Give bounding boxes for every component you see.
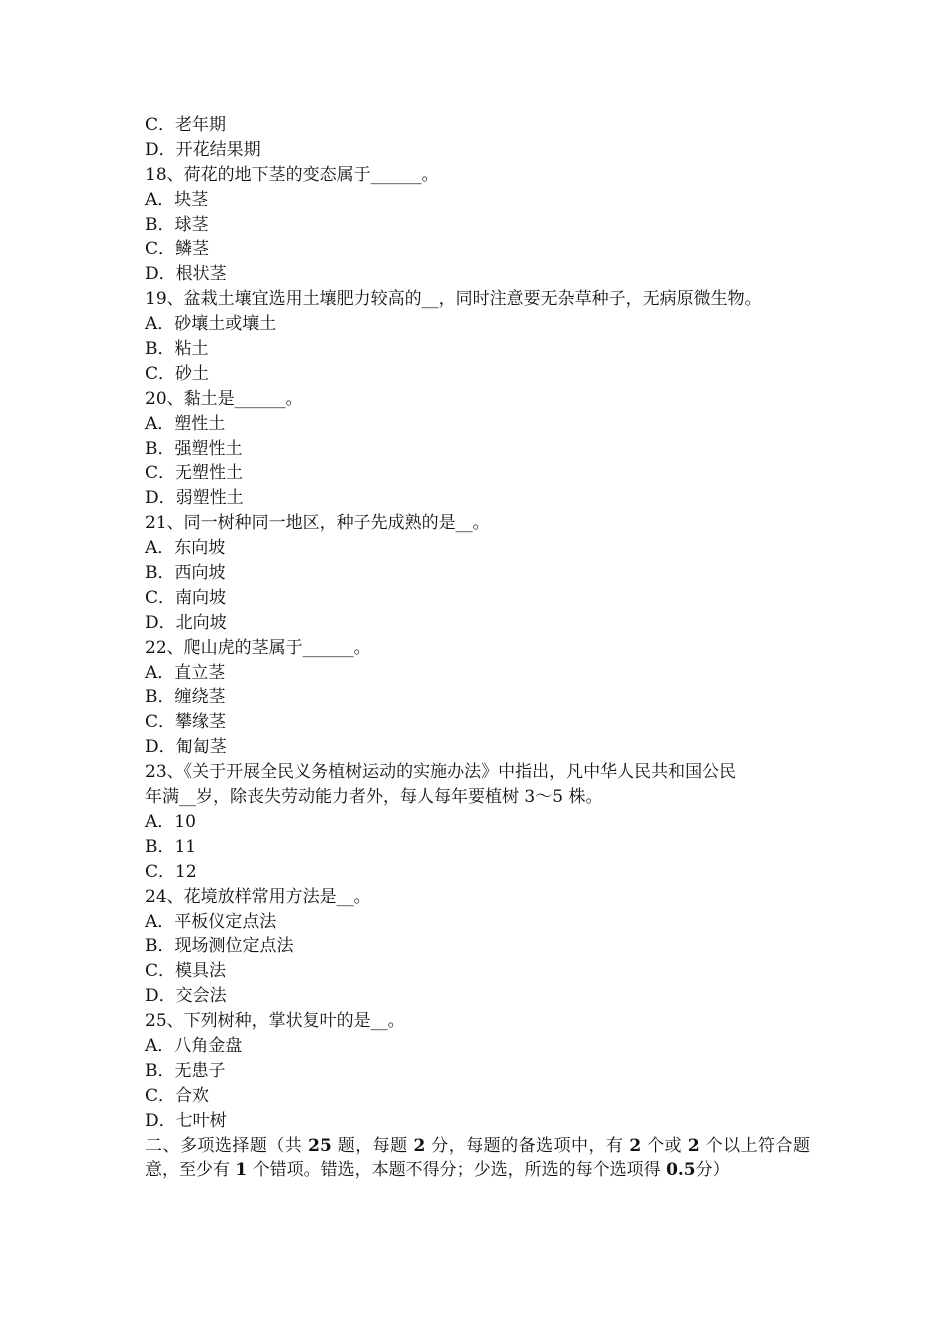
option-line: C．鳞茎 (145, 239, 210, 260)
option-line: D．北向坡 (145, 612, 227, 633)
option-line: A．八角金盘 (145, 1035, 243, 1056)
option-line: D．交会法 (145, 986, 227, 1007)
option-line: D．弱塑性土 (145, 488, 244, 509)
question-23-line-1: 23、《关于开展全民义务植树运动的实施办法》中指出，凡中华人民共和国公民 (145, 762, 737, 783)
section-number: 1 (235, 1160, 248, 1181)
section-2-heading (145, 1134, 810, 1184)
question-23-line-2: 年满__岁，除丧失劳动能力者外，每人每年要植树 3～5 株。 (145, 787, 603, 808)
option-line: C．无塑性土 (145, 463, 244, 484)
question-18: 18、荷花的地下茎的变态属于______。 (145, 164, 439, 185)
question-21: 21、同一树种同一地区，种子先成熟的是__。 (145, 513, 490, 534)
option-line: B．强塑性土 (145, 438, 243, 459)
section-number: 0.5 (666, 1160, 696, 1181)
option-line: C．南向坡 (145, 587, 227, 608)
option-line: A．塑性土 (145, 413, 226, 434)
text-line: C．老年期 (145, 115, 227, 135)
section-number: 2 (629, 1135, 642, 1156)
section-text: 分，每题的备选项中，有 (425, 1135, 630, 1156)
section-text: 分） (695, 1160, 730, 1181)
option-line: B．现场测位定点法 (145, 936, 294, 957)
option-line: A．块茎 (145, 189, 209, 210)
document-body (145, 113, 810, 1183)
option-line: A．平板仪定点法 (145, 911, 277, 932)
option-line: C．攀缘茎 (145, 712, 227, 733)
section-text: 二、多项选择题（共 (145, 1135, 309, 1156)
text-line: D．开花结果期 (145, 139, 261, 160)
section-text: 个以上符合题意，至少有 (145, 1135, 811, 1181)
option-line: C．砂土 (145, 363, 210, 384)
option-line: B．缠绕茎 (145, 687, 226, 708)
section-text: 个错项。错选，本题不得分；少选，所选的每个选项得 (247, 1160, 667, 1181)
option-line: C．合欢 (145, 1085, 210, 1106)
option-line: A．直立茎 (145, 662, 226, 683)
question-20: 20、黏土是______。 (145, 388, 303, 409)
section-text: 题，每题 (331, 1135, 414, 1156)
option-line: D．匍匐茎 (145, 737, 227, 758)
section-number: 2 (687, 1135, 700, 1156)
section-number: 25 (308, 1135, 332, 1156)
option-line: B．无患子 (145, 1060, 226, 1081)
section-number: 2 (413, 1135, 426, 1156)
question-19: 19、盆栽土壤宜选用土壤肥力较高的__，同时注意要无杂草种子，无病原微生物。 (145, 289, 762, 310)
option-line: A．10 (145, 811, 196, 832)
option-line: C．模具法 (145, 961, 227, 982)
option-line: D．根状茎 (145, 264, 227, 285)
option-line: B．球茎 (145, 214, 209, 235)
question-24: 24、花境放样常用方法是__。 (145, 886, 371, 907)
option-line: A．砂壤土或壤土 (145, 314, 277, 335)
option-line: D．七叶树 (145, 1110, 227, 1131)
option-line: C．12 (145, 861, 197, 882)
option-line: B．西向坡 (145, 563, 226, 584)
section-text: 个或 (641, 1135, 688, 1156)
question-25: 25、下列树种，掌状复叶的是__。 (145, 1011, 405, 1032)
option-line: B．粘土 (145, 339, 209, 360)
option-line: A．东向坡 (145, 538, 226, 559)
option-line: B．11 (145, 836, 197, 857)
question-22: 22、爬山虎的茎属于______。 (145, 637, 371, 658)
